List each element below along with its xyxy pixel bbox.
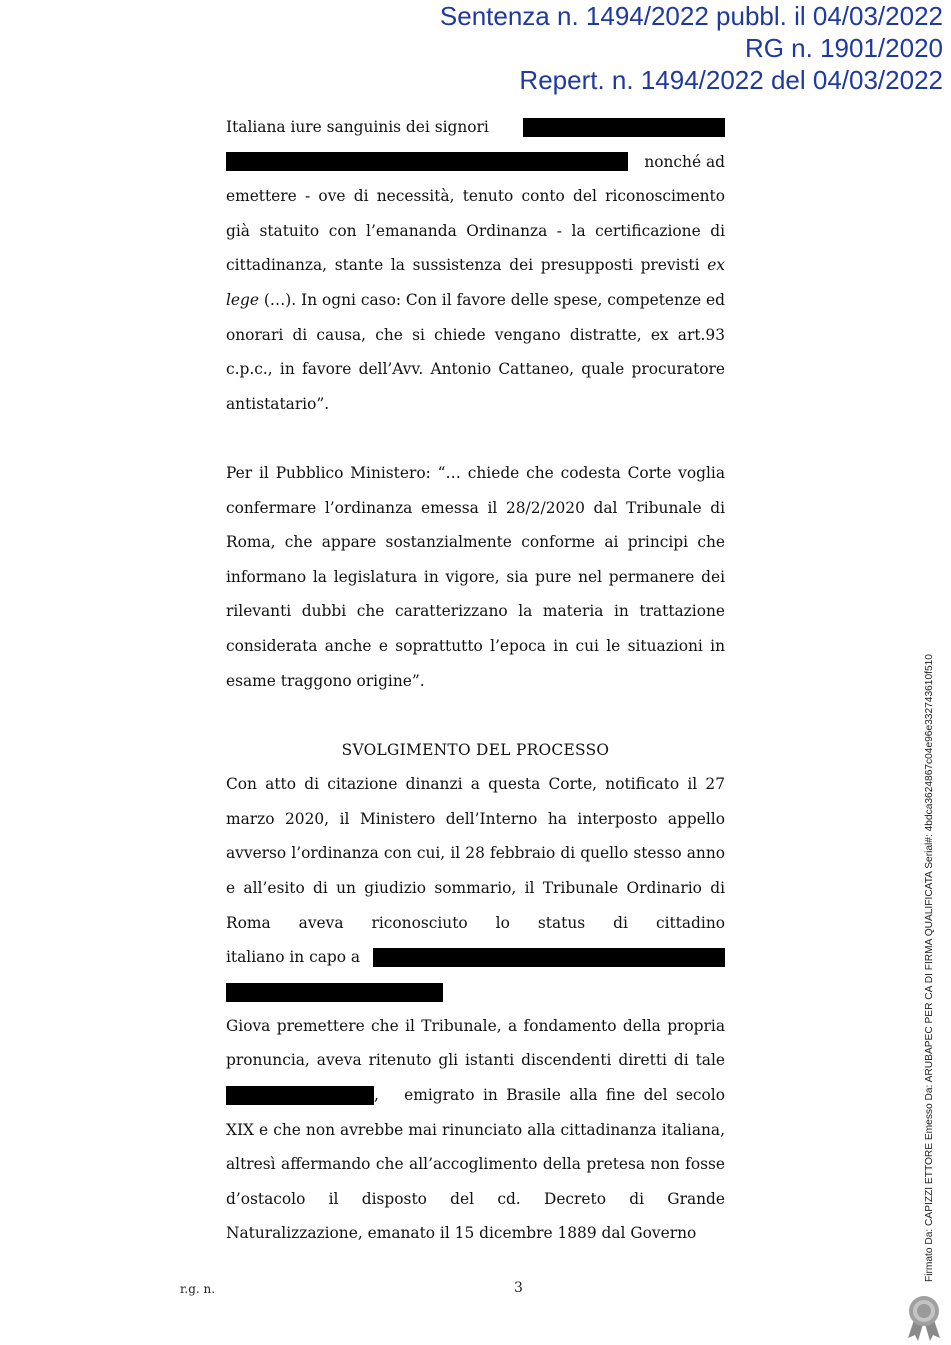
paragraph-text: emettere - ove di necessità, tenuto conto del riconoscimento già statuito con l’emananda Ordinanza - la certificazione di cittadinanza, stante la sussistenza dei presupposti previsti [226,187,725,275]
latin-term: ex lege [226,256,725,309]
paragraph-text: Con atto di citazione dinanzi a questa Corte, notificato il 27 marzo 2020, il Ministero dell’Interno ha interposto appello avverso l’ordinanza con cui, il 28 febbraio di quello stesso anno e all’esito di un giudizio sommario, il Tribunale Ordinario di Roma aveva riconosciuto lo status di cittadino [226,775,725,932]
paragraph-proceedings [226,767,725,1002]
redacted-names [373,948,725,967]
paragraph-text: (…). In ogni caso: Con il favore delle spese, competenze ed onorari di causa, che si chiede vengano distratte, ex art.93 c.p.c., in favore dell’Avv. Antonio Cattaneo, quale procuratore antistatario”. [226,290,725,413]
footer-rgn: r.g. n. [180,1282,216,1296]
paragraph-text: Giova premettere che il Tribunale, a fondamento della propria pronuncia, aveva ritenuto gli istanti discendenti diretti di tale [226,1016,725,1070]
award-ribbon-icon [902,1294,946,1342]
redacted-ancestor-name [226,1086,374,1105]
paragraph-line-redacted [226,1078,725,1113]
section-heading: SVOLGIMENTO DEL PROCESSO [341,740,610,759]
paragraph-tribunal-ruling [226,1009,725,1251]
redacted-names-continued [226,983,443,1002]
paragraph-line-2 [226,145,725,180]
paragraph-public-prosecutor: Per il Pubblico Ministero: “… chiede che codesta Corte voglia confermare l’ordinanza emessa il 28/2/2020 dal Tribunale di Roma, che appare sostanzialmente conforme ai principi che informano la legislatura in vigore, sia pure nel permanere dei rilevanti dubbi che caratterizzano la materia in trattazione considerata anche e soprattutto l’epoca in cui le situazioni in esame traggono origine”. [226,463,725,690]
paragraph-text: nonché ad [644,152,725,171]
paragraph-conclusions-appellee [226,110,725,421]
paragraph-text: , emigrato in Brasile alla fine del secolo [374,1086,725,1105]
document-header [440,0,943,96]
redacted-names-continued [226,152,628,171]
document-body [226,110,725,1251]
page-number: 3 [514,1280,523,1296]
header-rg-line: RG n. 1901/2020 [744,33,943,63]
header-sentenza-line: Sentenza n. 1494/2022 pubbl. il 04/03/2022 [439,1,943,31]
paragraph-line-1 [226,110,725,145]
header-repert-line: Repert. n. 1494/2022 del 04/03/2022 [519,65,943,95]
digital-signature-notice: Firmato Da: CAPIZZI ETTORE Emesso Da: ARUBAPEC PER CA DI FIRMA QUALIFICATA Serial#: 4bdca3624867c04e96e332743610f510 [924,654,935,1282]
paragraph-text: Italiana iure sanguinis dei signori [226,118,489,136]
paragraph-text: italiano in capo a [226,948,361,967]
paragraph-text: XIX e che non avrebbe mai rinunciato alla cittadinanza italiana, altresì affermando che all’accoglimento della pretesa non fosse d’ostacolo il disposto del cd. Decreto di Grande Naturalizzazione, emanato il 15 dicembre 1889 dal Governo [226,1120,725,1243]
paragraph-line-redacted [226,940,725,975]
redacted-names [523,118,725,137]
